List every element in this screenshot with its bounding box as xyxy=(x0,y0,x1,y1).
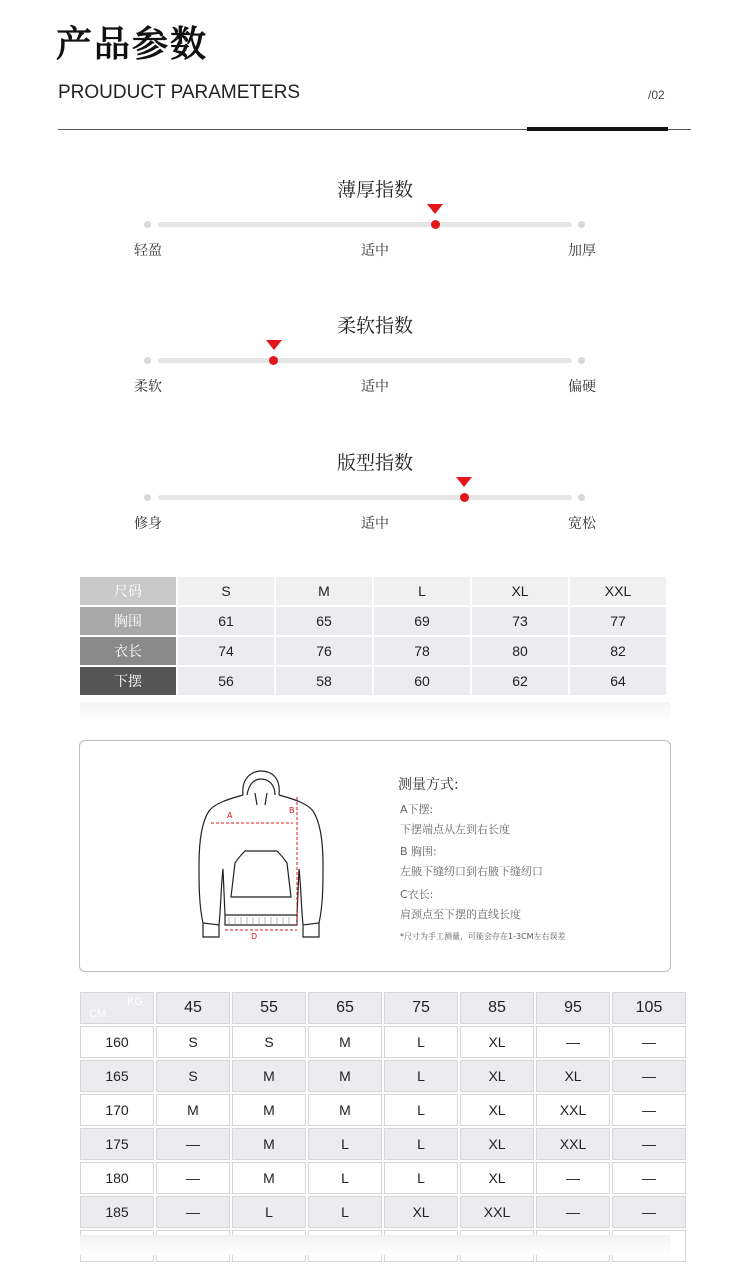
fit-size-cell: S xyxy=(156,1060,230,1092)
measure-c-title: C衣长: xyxy=(400,888,434,901)
page-number: /02 xyxy=(648,88,665,102)
fit-size-cell: M xyxy=(232,1060,306,1092)
measure-title: 测量方式: xyxy=(398,777,459,793)
fit-table-header xyxy=(80,992,686,1024)
size-cell: M xyxy=(276,577,372,605)
fit-table-row xyxy=(80,1162,686,1194)
size-cell: XL xyxy=(472,577,568,605)
index-track xyxy=(158,358,572,363)
fit-size-cell: S xyxy=(232,1026,306,1058)
size-cell: 74 xyxy=(178,637,274,665)
measurement-panel xyxy=(79,740,671,972)
fit-size-cell: L xyxy=(308,1162,382,1194)
fit-size-cell: XL xyxy=(460,1128,534,1160)
fit-size-cell: M xyxy=(232,1094,306,1126)
index-label-mid: 适中 xyxy=(361,516,389,532)
fit-size-cell: — xyxy=(612,1128,686,1160)
diagram-label-b: B xyxy=(289,806,295,815)
index-track-start xyxy=(144,494,151,501)
fit-table-row xyxy=(80,1060,686,1092)
fit-size-cell: M xyxy=(232,1128,306,1160)
index-track-end xyxy=(578,357,585,364)
fit-size-cell: XL xyxy=(460,1162,534,1194)
size-cell: 62 xyxy=(472,667,568,695)
size-table-row xyxy=(80,607,666,635)
size-cell: 78 xyxy=(374,637,470,665)
index-label-left: 轻盈 xyxy=(134,243,162,259)
fit-size-cell: — xyxy=(536,1196,610,1228)
index-label-right: 偏硬 xyxy=(568,379,596,395)
fit-size-cell: L xyxy=(308,1128,382,1160)
fit-size-cell: XL xyxy=(536,1060,610,1092)
fit-size-cell: XL xyxy=(384,1196,458,1228)
index-track-end xyxy=(578,221,585,228)
size-row-label: 衣长 xyxy=(80,637,176,665)
table-shadow xyxy=(80,702,670,720)
size-row-label: 胸围 xyxy=(80,607,176,635)
fit-height-cell: 185 xyxy=(80,1196,154,1228)
index-marker-dot xyxy=(431,220,440,229)
size-table-row xyxy=(80,577,666,605)
size-cell: 76 xyxy=(276,637,372,665)
fit-size-cell: — xyxy=(156,1162,230,1194)
size-table-row xyxy=(80,637,666,665)
fit-weight-header: 85 xyxy=(460,992,534,1024)
size-cell: 82 xyxy=(570,637,666,665)
fit-weight-header: 65 xyxy=(308,992,382,1024)
fit-size-cell: L xyxy=(384,1060,458,1092)
measure-a-title: A下摆: xyxy=(400,803,434,816)
fit-table xyxy=(78,990,688,1264)
fit-size-cell: XL xyxy=(460,1094,534,1126)
fit-size-cell: M xyxy=(308,1026,382,1058)
size-table-row xyxy=(80,667,666,695)
fit-size-cell: XXL xyxy=(460,1196,534,1228)
fit-size-cell: M xyxy=(156,1094,230,1126)
fit-height-cell: 165 xyxy=(80,1060,154,1092)
size-table xyxy=(78,575,668,697)
index-marker-dot xyxy=(460,493,469,502)
fit-size-cell: — xyxy=(612,1094,686,1126)
kg-label: KG xyxy=(127,996,143,1008)
fit-size-cell: M xyxy=(308,1060,382,1092)
fit-height-cell: 175 xyxy=(80,1128,154,1160)
fit-corner-cell xyxy=(80,992,154,1024)
index-label-left: 柔软 xyxy=(134,379,162,395)
size-cell: 58 xyxy=(276,667,372,695)
size-row-label: 下摆 xyxy=(80,667,176,695)
fit-table-row xyxy=(80,1094,686,1126)
index-marker-dot xyxy=(269,356,278,365)
fit-size-cell: XL xyxy=(460,1060,534,1092)
fit-size-cell: S xyxy=(156,1026,230,1058)
fit-size-cell: L xyxy=(384,1162,458,1194)
fit-size-cell: L xyxy=(384,1128,458,1160)
fit-table-row xyxy=(80,1196,686,1228)
fit-table-row xyxy=(80,1128,686,1160)
index-track-start xyxy=(144,357,151,364)
fit-size-cell: — xyxy=(612,1060,686,1092)
size-cell: 61 xyxy=(178,607,274,635)
size-cell: 64 xyxy=(570,667,666,695)
size-cell: 65 xyxy=(276,607,372,635)
measure-c-desc: 肩颈点至下摆的直线长度 xyxy=(400,908,521,921)
fit-size-cell: XXL xyxy=(536,1128,610,1160)
measure-note: *尺寸为手工测量，可能会存在1-3CM左右误差 xyxy=(400,932,566,941)
fit-table-shadow xyxy=(80,1235,670,1255)
fit-weight-header: 105 xyxy=(612,992,686,1024)
fit-size-cell: L xyxy=(384,1026,458,1058)
index-label-mid: 适中 xyxy=(361,243,389,259)
index-label-right: 加厚 xyxy=(568,243,596,259)
fit-size-cell: XL xyxy=(460,1026,534,1058)
size-cell: L xyxy=(374,577,470,605)
index-track-end xyxy=(578,494,585,501)
size-cell: 80 xyxy=(472,637,568,665)
index-label-left: 修身 xyxy=(134,516,162,532)
fit-size-cell: L xyxy=(384,1094,458,1126)
fit-size-cell: XXL xyxy=(536,1094,610,1126)
size-cell: S xyxy=(178,577,274,605)
fit-size-cell: — xyxy=(536,1162,610,1194)
fit-height-cell: 180 xyxy=(80,1162,154,1194)
fit-height-cell: 170 xyxy=(80,1094,154,1126)
fit-size-cell: — xyxy=(156,1196,230,1228)
size-cell: 77 xyxy=(570,607,666,635)
diagram-label-d: D xyxy=(251,932,258,941)
index-marker-triangle xyxy=(266,340,282,350)
measure-b-title: B 胸围: xyxy=(400,845,437,858)
size-row-label: 尺码 xyxy=(80,577,176,605)
fit-height-cell: 160 xyxy=(80,1026,154,1058)
fit-size-cell: — xyxy=(612,1196,686,1228)
hoodie-diagram xyxy=(185,765,335,945)
index-title: 版型指数 xyxy=(336,452,413,474)
size-cell: 69 xyxy=(374,607,470,635)
fit-size-cell: L xyxy=(232,1196,306,1228)
fit-weight-header: 45 xyxy=(156,992,230,1024)
size-cell: 60 xyxy=(374,667,470,695)
fit-size-cell: — xyxy=(536,1026,610,1058)
size-cell: 56 xyxy=(178,667,274,695)
index-track-start xyxy=(144,221,151,228)
header-divider-accent xyxy=(527,127,668,131)
fit-weight-header: 95 xyxy=(536,992,610,1024)
size-cell: 73 xyxy=(472,607,568,635)
fit-table-row xyxy=(80,1026,686,1058)
index-title: 薄厚指数 xyxy=(336,179,413,201)
index-title: 柔软指数 xyxy=(336,315,413,337)
index-marker-triangle xyxy=(427,204,443,214)
fit-weight-header: 75 xyxy=(384,992,458,1024)
page-title: 产品参数 xyxy=(56,24,209,65)
index-marker-triangle xyxy=(456,477,472,487)
size-cell: XXL xyxy=(570,577,666,605)
fit-size-cell: — xyxy=(612,1162,686,1194)
index-label-mid: 适中 xyxy=(361,379,389,395)
cm-label: CM xyxy=(89,1008,107,1020)
index-track xyxy=(158,495,572,500)
page-subtitle: PROUDUCT PARAMETERS xyxy=(58,82,301,103)
fit-size-cell: — xyxy=(156,1128,230,1160)
fit-size-cell: — xyxy=(612,1026,686,1058)
measure-a-desc: 下摆端点从左到右长度 xyxy=(400,823,510,836)
fit-weight-header: 55 xyxy=(232,992,306,1024)
index-label-right: 宽松 xyxy=(568,516,596,532)
fit-size-cell: M xyxy=(232,1162,306,1194)
diagram-label-a: A xyxy=(227,811,233,820)
measure-b-desc: 左腋下缝纫口到右腋下缝纫口 xyxy=(400,865,543,878)
fit-size-cell: L xyxy=(308,1196,382,1228)
index-track xyxy=(158,222,572,227)
fit-size-cell: M xyxy=(308,1094,382,1126)
